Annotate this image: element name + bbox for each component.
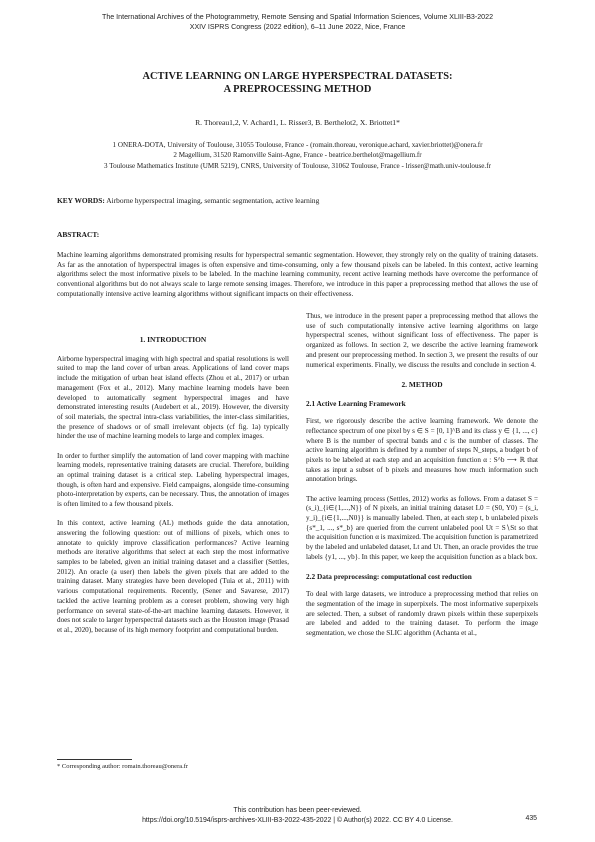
abstract-text: Machine learning algorithms demonstrated promising results for hyperspectral semantic segmentation. However, they strongly rely on the quality of training datasets. As far as the annotation of hyperspectral images is often expensive and time-consuming, only a few thousand pixels can be labeled. In this context, active learning algorithms select the most informative pixels to be labeled. In the machine learning community, recent active learning methods have overcome the performance of conventional algorithms but do not always scale to large remote sensing images. Therefore, we introduce in this paper a preprocessing method that allows the use of computationally intensive active learning algorithms without significant impacts on their effectiveness.: [57, 251, 538, 298]
affiliation-1: 1 ONERA-DOTA, University of Toulouse, 31055 Toulouse, France - (romain.thoreau, veronique.achard, xavier.briottet)@onera.fr: [112, 141, 483, 149]
page-footer: [40, 806, 555, 825]
intro-paragraph-2: In order to further simplify the automation of land cover mapping with machine learning models, representative training datasets are crucial. Therefore, building an optimal training dataset is a critical step. Labeling hyperspectral images, though, is often hard and expensive. Field campaigns, alongside time-consuming photo-interpretation by experts, can be necessary. Thus, the annotation of images is often limited to a few thousand pixels.: [57, 451, 289, 509]
abstract-heading: ABSTRACT:: [57, 230, 100, 239]
subsection-heading-2-1: 2.1 Active Learning Framework: [306, 399, 406, 409]
left-column: [57, 326, 289, 645]
intro-paragraph-3: In this context, active learning (AL) methods guide the data annotation, answering the following question: out of millions of pixels, which ones to annotate to quickly improve classification performances? Active learning methods are iterative algorithms that select at each step the most informative samples to be labeled, given an initial training dataset and a classifier (Settles, 2012). An oracle (a user) then labels the given pixels that are added to the training dataset. Many strategies have been developed (Tuia et al., 2011) with various computational requirements. Recently, (Sener and Savarese, 2017) tackled the active learning problem as a coreset problem, showing very high performance on several state-of-the-art machine learning datasets. However, it does not scale to larger hyperspectral datasets such as the Houston image (Prasad et al., 2020), because of its high memory footprint and computational burden.: [57, 519, 289, 634]
subsection-heading-2-2: 2.2 Data preprocessing: computational cost reduction: [306, 572, 472, 582]
running-header: [40, 12, 555, 32]
title-line-2: A PREPROCESSING METHOD: [223, 84, 372, 95]
method-paragraph-3: To deal with large datasets, we introduce a preprocessing method that relies on the segmentation of the image in superpixels. The most informative superpixels are selected. Then, a subset of randomly drawn pixels within these superpixels are labeled and added to the training dataset. To perform the image segmentation, we chose the SLIC algorithm (Achanta et al.,: [306, 590, 538, 637]
section-heading-introduction: 1. INTRODUCTION: [139, 335, 207, 344]
section-heading-method: 2. METHOD: [401, 379, 443, 389]
header-line-2: XXIV ISPRS Congress (2022 edition), 6–11 June 2022, Nice, France: [189, 23, 406, 31]
paper-title: [40, 70, 555, 96]
intro-paragraph-1: Airborne hyperspectral imaging with high spectral and spatial resolutions is well suited to map the land cover of urban areas. Applications of land cover maps include the mitigation of urban heat island effects (Zhou et al., 2017) or urban management (Fox et al., 2012). Many machine learning models have been developed to automatically segment hyperspectral images and have demonstrated interesting results (Audebert et al., 2019). However, the diversity of soil materials, the spectral intra-class variabilities, the inter-class similarities, the presence of shadows or of small irrelevant objects (cf fig. 1a) typically hinder the use of machine learning models to large and complex images.: [57, 354, 289, 441]
keywords-label: KEY WORDS:: [57, 196, 105, 205]
right-column: [306, 312, 538, 648]
affiliations: [40, 140, 555, 171]
method-paragraph-1: First, we rigorously describe the active learning framework. We denote the reflectance spectrum of one pixel by s ∈ S = [0, 1]^B and its class y ∈ {1, ..., c} where B is the number of spectral bands and c is the number of classes. The active learning algorithm is defined by a number of steps N_steps, a budget b of pixels to be labeled at each step and an acquisition function α : S^b ⟶ ℝ that takes as input a subset of b pixels and measures how much information such annotation brings.: [306, 417, 538, 484]
peer-review-note: This contribution has been peer-reviewed.: [233, 807, 362, 814]
header-line-1: The International Archives of the Photogrammetry, Remote Sensing and Spatial Information Sciences, Volume XLIII-B3-2022: [101, 13, 494, 21]
doi-license-line: https://doi.org/10.5194/isprs-archives-XLIII-B3-2022-435-2022 | © Author(s) 2022. CC BY 4.0 License.: [142, 816, 453, 824]
keywords-text: Airborne hyperspectral imaging, semantic segmentation, active learning: [106, 196, 320, 205]
affiliation-3: 3 Toulouse Mathematics Institute (UMR 5219), CNRS, University of Toulouse, 31062 Toulouse, France - lrisser@math.univ-toulouse.fr: [104, 161, 491, 170]
intro-paragraph-4: Thus, we introduce in the present paper a preprocessing method that allows the use of such computationally intensive active learning algorithms on large hyperspectral scenes, without significant loss of effectiveness. The paper is organized as follows. In section 2, we describe the active learning framework and present our preprocessing method. In section 3, we present the results of our numerical experiments. Finally, we discuss the results and conclude in section 4.: [306, 312, 538, 369]
footnote-corresponding-author: * Corresponding author: romain.thoreau@onera.fr: [57, 763, 189, 770]
footnote-divider: [57, 759, 132, 760]
page-number: 435: [525, 815, 537, 822]
title-line-1: ACTIVE LEARNING ON LARGE HYPERSPECTRAL DATASETS:: [142, 71, 453, 82]
affiliation-2: 2 Magellium, 31520 Ramonville Saint-Agne, France - beatrice.berthelot@magellium.fr: [173, 151, 422, 160]
keywords: [57, 196, 538, 206]
author-list: R. Thoreau1,2, V. Achard1, L. Risser3, B. Berthelot2, X. Briottet1*: [195, 118, 400, 127]
method-paragraph-2: The active learning process (Settles, 2012) works as follows. From a dataset S = (s_i)_{i∈{1,...,N}} of N pixels, an initial training dataset L0 = (S0, Y0) = (s_i, y_i)_{i∈{1,...,N0}} is manually labeled. Then, at each step t, b unlabeled pixels {s*_1, ..., s*_b} are queried from the current unlabeled pool Ut = S∖St so that the acquisition function α is maximized. The acquisition function is parametrized by the labeled and unlabeled dataset, Lt and Ut. Then, an oracle provides the true labels {y1, ..., yb}. In this paper, we keep the acquisition function as a black box.: [306, 494, 538, 561]
